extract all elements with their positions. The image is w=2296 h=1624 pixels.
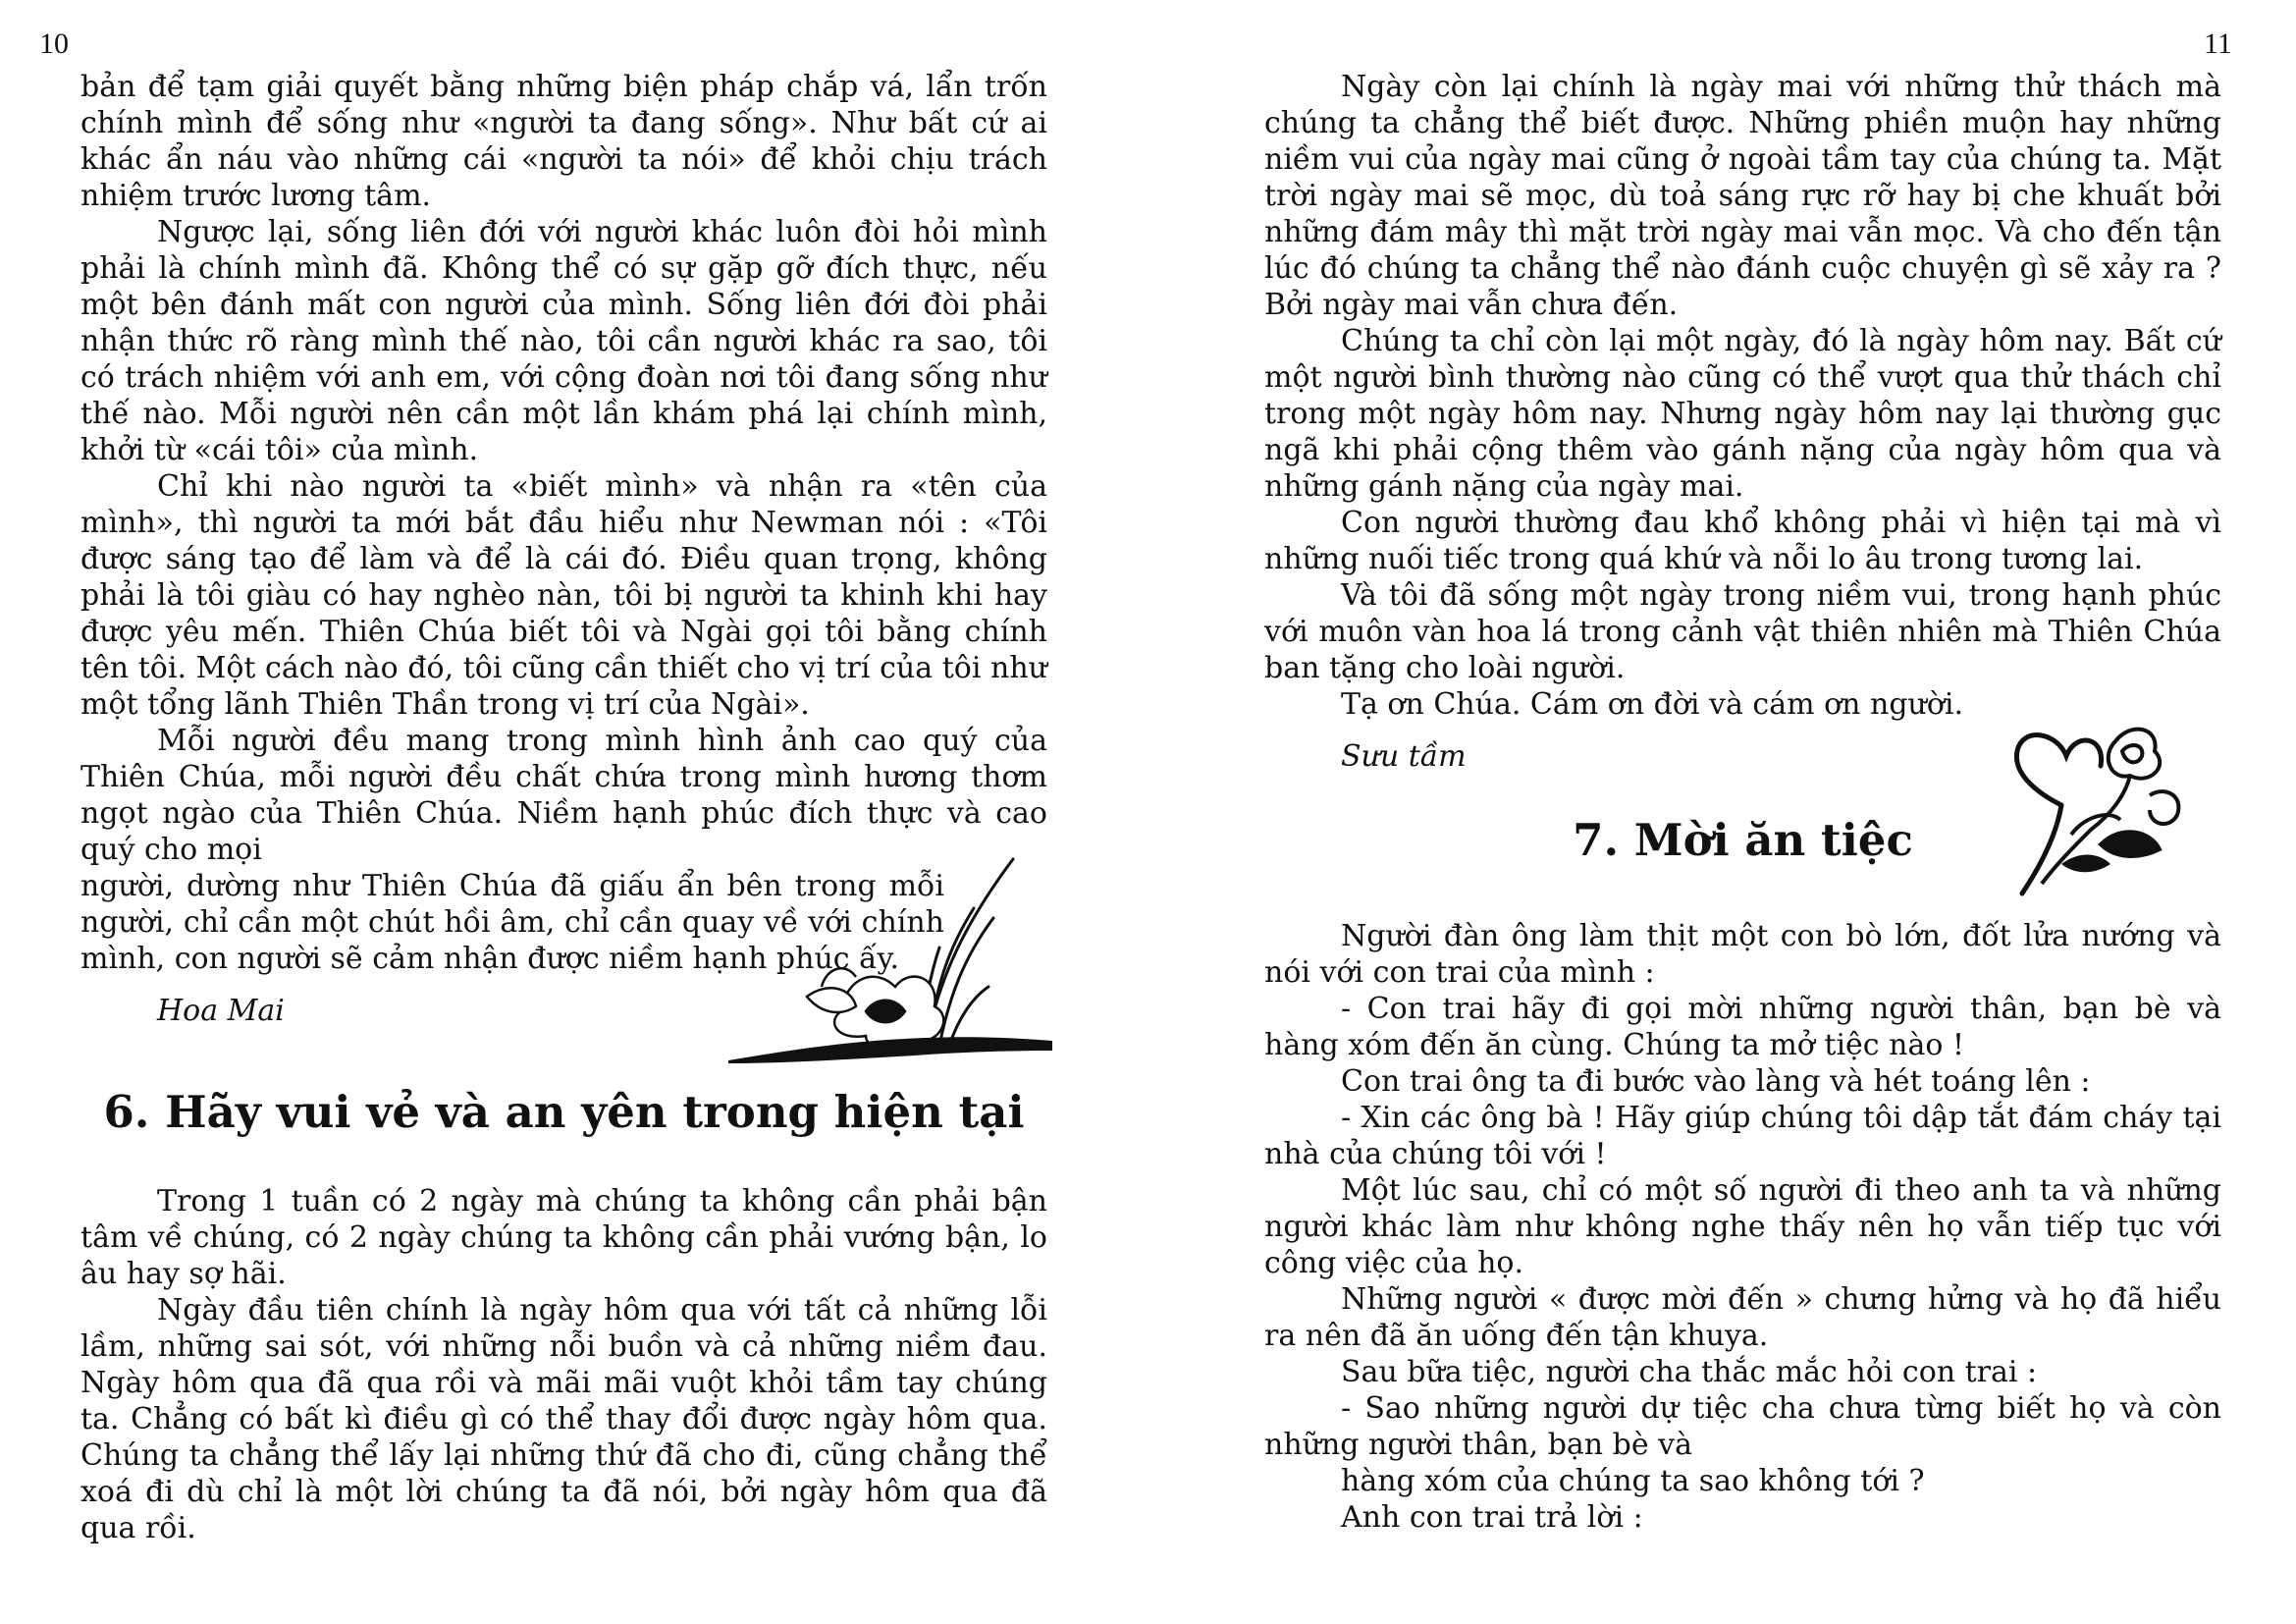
paragraph: bản để tạm giải quyết bằng những biện pháp chắp vá, lẩn trốn chính mình để sống như «người ta đang sống». Như bất cứ ai khác ẩn náu vào những cái «người ta nói» để khỏi chịu trách nhiệm trước lương tâm. [80,70,1047,213]
left-page-column [80,69,1047,1546]
signature: Sưu tầm [1341,739,1467,774]
signature: Hoa Mai [157,994,285,1028]
page-number-left: 10 [39,27,69,60]
flower-grass-illustration-icon [728,849,1052,1065]
paragraph: Con trai ông ta đi bước vào làng và hét toáng lên : [1341,1064,2091,1099]
paragraph: Người đàn ông làm thịt một con bò lớn, đốt lửa nướng và nói với con trai của mình : [1264,919,2221,990]
paragraph: Con người thường đau khổ không phải vì hiện tại mà vì những nuối tiếc trong quá khứ và nỗi lo âu trong tương lai. [1264,506,2221,576]
paragraph: Chúng ta chỉ còn lại một ngày, đó là ngày hôm nay. Bất cứ một người bình thường nào cũng có thể vượt qua thử thách chỉ trong một ngày hôm nay. Nhưng ngày hôm nay lại thường gục ngã khi phải cộng thêm vào gánh nặng của ngày hôm qua và những gánh nặng của ngày mai. [1264,324,2221,504]
paragraph: Mỗi người đều mang trong mình hình ảnh cao quý của Thiên Chúa, mỗi người đều chất chứa trong mình hương thơm ngọt ngào của Thiên Chúa. Niềm hạnh phúc đích thực và cao quý cho mọi [80,724,1047,867]
paragraph: - Con trai hãy đi gọi mời những người thân, bạn bè và hàng xóm đến ăn cùng. Chúng ta mở tiệc nào ! [1264,992,2221,1062]
page-number-right: 11 [2204,27,2232,60]
paragraph: - Sao những người dự tiệc cha chưa từng biết họ và còn những người thân, bạn bè và [1264,1391,2221,1462]
paragraph: Ngày còn lại chính là ngày mai với những thử thách mà chúng ta chẳng thể biết được. Những phiền muộn hay những niềm vui của ngày mai cũng ở ngoài tầm tay của chúng ta. Mặt trời ngày mai sẽ mọc, dù toả sáng rực rỡ hay bị che khuất bởi những đám mây thì mặt trời ngày mai vẫn mọc. Và cho đến tận lúc đó chúng ta chẳng thể nào đánh cuộc chuyện gì sẽ xảy ra ? Bởi ngày mai vẫn chưa đến. [1264,70,2221,322]
section-title: 7. Mời ăn tiệc [1573,814,1913,866]
paragraph: Anh con trai trả lời : [1341,1500,1643,1535]
paragraph: Những người « được mời đến » chưng hửng và họ đã hiểu ra nên đã ăn uống đến tận khuya. [1264,1282,2221,1353]
paragraph: Trong 1 tuần có 2 ngày mà chúng ta không cần phải bận tâm về chúng, có 2 ngày chúng ta không cần phải vướng bận, lo âu hay sợ hãi. [80,1184,1047,1291]
paragraph: Sau bữa tiệc, người cha thắc mắc hỏi con trai : [1341,1355,2038,1389]
paragraph: - Xin các ông bà ! Hãy giúp chúng tôi dập tắt đám cháy tại nhà của chúng tôi với ! [1264,1101,2221,1171]
paragraph: Chỉ khi nào người ta «biết mình» và nhận ra «tên của mình», thì người ta mới bắt đầu hiểu như Newman nói : «Tôi được sáng tạo để làm và để là cái đó. Điều quan trọng, không phải là tôi giàu có hay nghèo nàn, tôi bị người ta khinh khi hay được yêu mến. Thiên Chúa biết tôi và Ngài gọi tôi bằng chính tên tôi. Một cách nào đó, tôi cũng cần thiết cho vị trí của tôi như một tổng lãnh Thiên Thần trong vị trí của Ngài». [80,469,1047,722]
section-title: 6. Hãy vui vẻ và an yên trong hiện tại [103,1086,1025,1138]
heart-rose-illustration-icon [2002,717,2199,903]
paragraph: Một lúc sau, chỉ có một số người đi theo anh ta và những người khác làm như không nghe thấy nên họ vẫn tiếp tục với công việc của họ. [1264,1173,2221,1280]
paragraph: Ngược lại, sống liên đới với người khác luôn đòi hỏi mình phải là chính mình đã. Không thể có sự gặp gỡ đích thực, nếu một bên đánh mất con người của mình. Sống liên đới đòi phải nhận thức rõ ràng mình thế nào, tôi cần người khác ra sao, tôi có trách nhiệm với anh em, với cộng đoàn nơi tôi đang sống như thế nào. Mỗi người nên cần một lần khám phá lại chính mình, khởi từ «cái tôi» của mình. [80,215,1047,467]
paragraph: Và tôi đã sống một ngày trong niềm vui, trong hạnh phúc với muôn vàn hoa lá trong cảnh vật thiên nhiên mà Thiên Chúa ban tặng cho loài người. [1264,578,2221,685]
paragraph: hàng xóm của chúng ta sao không tới ? [1341,1464,1925,1498]
paragraph: người, dường như Thiên Chúa đã giấu ẩn bên trong mỗi người, chỉ cần một chút hồi âm, chỉ cần quay về với chính mình, con người sẽ cảm nhận được niềm hạnh phúc ấy. [80,869,944,976]
paragraph: Tạ ơn Chúa. Cám ơn đời và cám ơn người. [1341,687,1964,722]
paragraph: Ngày đầu tiên chính là ngày hôm qua với tất cả những lỗi lầm, những sai sót, với những nỗi buồn và cả những niềm đau. Ngày hôm qua đã qua rồi và mãi mãi vuột khỏi tầm tay chúng ta. Chẳng có bất kì điều gì có thể thay đổi được ngày hôm qua. Chúng ta chẳng thể lấy lại những thứ đã cho đi, cũng chẳng thể xoá đi dù chỉ là một lời chúng ta đã nói, bởi ngày hôm qua đã qua rồi. [80,1293,1047,1545]
